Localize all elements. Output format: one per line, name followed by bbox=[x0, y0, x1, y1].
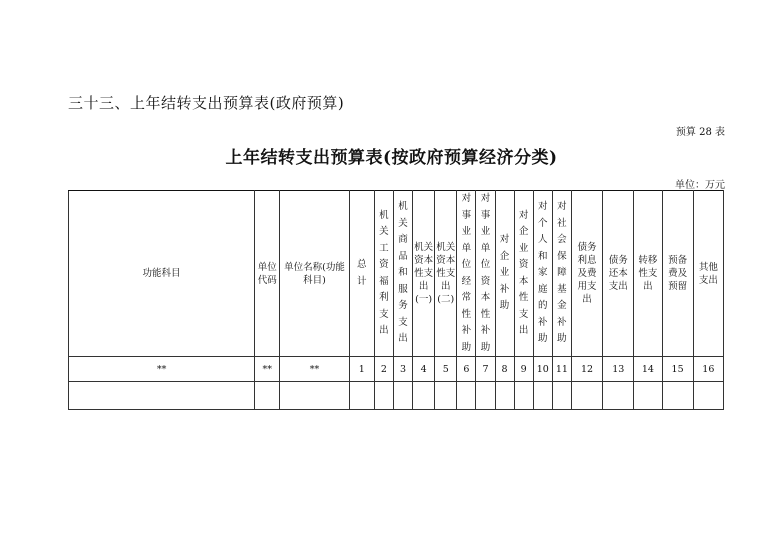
header-cell: 债务利息及费用支出 bbox=[571, 191, 602, 357]
table-cell bbox=[552, 382, 571, 410]
number-cell: 13 bbox=[603, 357, 634, 382]
header-cell: 预备费及预留 bbox=[662, 191, 693, 357]
table-cell bbox=[413, 382, 435, 410]
table-number: 预算 28 表 bbox=[675, 127, 725, 138]
number-cell: 3 bbox=[393, 357, 412, 382]
budget-table bbox=[68, 190, 724, 410]
table-cell bbox=[457, 382, 476, 410]
table-cell bbox=[280, 382, 349, 410]
table-row bbox=[69, 382, 724, 410]
header-cell: 对事业单位经常性补助 bbox=[457, 191, 476, 357]
header-cell: 对事业单位资本性补助 bbox=[476, 191, 495, 357]
number-cell: 6 bbox=[457, 357, 476, 382]
number-cell: 8 bbox=[495, 357, 514, 382]
table-cell bbox=[374, 382, 393, 410]
table-cell bbox=[514, 382, 533, 410]
number-cell: 14 bbox=[634, 357, 662, 382]
number-cell: 5 bbox=[435, 357, 457, 382]
table-cell bbox=[571, 382, 602, 410]
header-cell: 对个人和家庭的补助 bbox=[533, 191, 552, 357]
header-cell: 债务还本支出 bbox=[603, 191, 634, 357]
number-cell: 12 bbox=[571, 357, 602, 382]
table-cell bbox=[693, 382, 723, 410]
header-cell: 对企业补助 bbox=[495, 191, 514, 357]
header-cell: 单位名称(功能科目) bbox=[280, 191, 349, 357]
table-cell bbox=[603, 382, 634, 410]
number-cell: 10 bbox=[533, 357, 552, 382]
header-cell: 功能科目 bbox=[69, 191, 255, 357]
table-row bbox=[69, 357, 724, 382]
number-cell: ** bbox=[280, 357, 349, 382]
table-cell bbox=[662, 382, 693, 410]
unit-label: 单位：万元 bbox=[675, 180, 725, 191]
number-cell: ** bbox=[255, 357, 280, 382]
table-cell bbox=[255, 382, 280, 410]
table-cell bbox=[476, 382, 495, 410]
header-cell: 机关工资福利支出 bbox=[374, 191, 393, 357]
table-cell bbox=[634, 382, 662, 410]
number-cell: 4 bbox=[413, 357, 435, 382]
header-cell: 机关资本性支出(一) bbox=[413, 191, 435, 357]
number-cell: 16 bbox=[693, 357, 723, 382]
header-cell: 机关资本性支出(二) bbox=[435, 191, 457, 357]
number-cell: 11 bbox=[552, 357, 571, 382]
number-cell: ** bbox=[69, 357, 255, 382]
number-cell: 7 bbox=[476, 357, 495, 382]
number-cell: 2 bbox=[374, 357, 393, 382]
header-row bbox=[69, 191, 724, 357]
header-cell: 对企业资本性支出 bbox=[514, 191, 533, 357]
table-cell bbox=[533, 382, 552, 410]
section-title: 三十三、上年结转支出预算表(政府预算) bbox=[68, 94, 345, 112]
number-cell: 9 bbox=[514, 357, 533, 382]
table-cell bbox=[69, 382, 255, 410]
table-cell bbox=[495, 382, 514, 410]
header-cell: 其他支出 bbox=[693, 191, 723, 357]
page-title: 上年结转支出预算表(按政府预算经济分类) bbox=[225, 148, 558, 168]
number-cell: 15 bbox=[662, 357, 693, 382]
number-cell: 1 bbox=[349, 357, 374, 382]
table-cell bbox=[435, 382, 457, 410]
header-cell: 对社会保障基金补助 bbox=[552, 191, 571, 357]
header-cell: 转移性支出 bbox=[634, 191, 662, 357]
header-cell: 机关商品和服务支出 bbox=[393, 191, 412, 357]
table-cell bbox=[393, 382, 412, 410]
header-cell: 单位代码 bbox=[255, 191, 280, 357]
header-cell: 总计 bbox=[349, 191, 374, 357]
table-cell bbox=[349, 382, 374, 410]
